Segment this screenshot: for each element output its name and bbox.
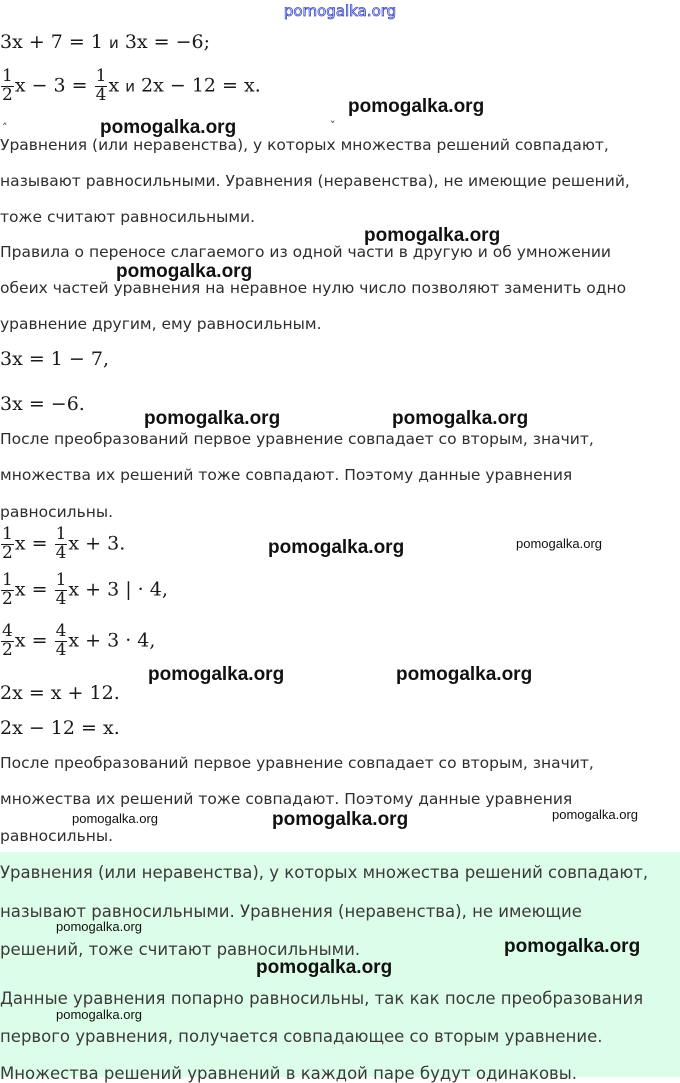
watermark: pomogalka.org (504, 936, 641, 957)
fraction: $\frac{1}{2}$ (2, 524, 13, 563)
conjunction: и (109, 34, 119, 52)
solution-2-step-4: 2x = x + 12. (0, 682, 120, 704)
fraction: $\frac{4}{4}$ (55, 621, 67, 660)
watermark: pomogalka.org (364, 225, 501, 246)
equation-pair-2 (0, 68, 261, 105)
equation-2a-tail: x (108, 74, 120, 97)
fraction: $\frac{1}{4}$ (55, 570, 67, 609)
watermark: pomogalka.org (100, 117, 237, 138)
fraction: $\frac{1}{2}$ (2, 570, 13, 609)
watermark: pomogalka.org (144, 408, 281, 429)
watermark: pomogalka.org (116, 261, 253, 282)
answer-line-6: Множества решений уравнений в каждой паре будут одинаковы. (0, 1064, 578, 1083)
solution-2-step-5: 2x − 12 = x. (0, 717, 120, 739)
watermark: pomogalka.org (552, 807, 638, 822)
solution-2-conclusion-3: равносильны. (0, 827, 114, 845)
solution-1-step-2: 3x = −6. (0, 393, 85, 415)
equation-2a-part: x − 3 = (14, 74, 88, 97)
answer-line-3: решений, тоже считают равносильными. (0, 940, 361, 959)
solution-2-conclusion-1: После преобразований первое уравнение совпадает со вторым, значит, (0, 754, 594, 772)
fraction: $\frac{1}{4}$ (55, 524, 67, 563)
solution-1-conclusion-2: множества их решений тоже совпадают. Поэтому данные уравнения (0, 466, 573, 484)
caret-up-icon: ˄ (2, 121, 8, 134)
solution-2-conclusion-2: множества их решений тоже совпадают. Поэтому данные уравнения (0, 790, 573, 808)
watermark: pomogalka.org (256, 957, 393, 978)
solution-2-step-2: $\frac{1}{2}$ x = $\frac{1}{4}$ x + 3 | · 4, (2, 570, 168, 609)
fraction: $\frac{1}{2}$ (2, 66, 13, 105)
watermark: pomogalka.org (56, 1007, 142, 1022)
equation-1b: 3x = −6; (124, 31, 211, 53)
solution-1-conclusion-1: После преобразований первое уравнение совпадает со вторым, значит, (0, 430, 594, 448)
solution-1-step-1: 3x = 1 − 7, (0, 348, 110, 370)
equation-2b: 2x − 12 = x. (141, 74, 261, 97)
watermark: pomogalka.org (56, 919, 142, 934)
fraction: $\frac{4}{2}$ (2, 621, 13, 660)
watermark: pomogalka.org (348, 96, 485, 117)
theory-line-6: уравнение другим, ему равносильным. (0, 315, 322, 333)
answer-line-2: называют равносильными. Уравнения (неравенства), не имеющие (0, 902, 582, 921)
watermark: pomogalka.org (268, 537, 405, 558)
answer-line-1: Уравнения (или неравенства), у которых множества решений совпадают, (0, 863, 649, 882)
theory-line-5: обеих частей уравнения на неравное нулю число позволяют заменить одно (0, 279, 627, 297)
equation-1a: 3x + 7 = 1 (0, 31, 103, 53)
site-link[interactable]: pomogalka.org (283, 2, 397, 20)
answer-line-5: первого уравнения, получается совпадающее со вторым уравнение. (0, 1027, 603, 1046)
theory-line-3: тоже считают равносильными. (0, 208, 256, 226)
watermark: pomogalka.org (396, 664, 533, 685)
watermark: pomogalka.org (148, 664, 285, 685)
watermark: pomogalka.org (516, 536, 602, 551)
solution-2-step-3: $\frac{4}{2}$ x = $\frac{4}{4}$ x + 3 · 4, (2, 621, 156, 660)
solution-1-conclusion-3: равносильны. (0, 503, 114, 521)
watermark: pomogalka.org (272, 809, 409, 830)
solution-2-step-1: $\frac{1}{2}$ x = $\frac{1}{4}$ x + 3. (2, 524, 126, 563)
caret-down-icon: ˅ (330, 119, 336, 132)
theory-line-2: называют равносильными. Уравнения (неравенства), не имеющие решений, (0, 172, 630, 190)
theory-line-4: Правила о переносе слагаемого из одной части в другую и об умножении (0, 243, 612, 261)
equation-pair-1 (0, 33, 210, 52)
watermark: pomogalka.org (392, 408, 529, 429)
conjunction: и (125, 77, 135, 96)
answer-line-4: Данные уравнения попарно равносильны, так как после преобразования (0, 989, 644, 1008)
theory-line-1: Уравнения (или неравенства), у которых множества решений совпадают, (0, 136, 609, 154)
fraction: $\frac{1}{4}$ (95, 66, 107, 105)
watermark: pomogalka.org (72, 811, 158, 826)
